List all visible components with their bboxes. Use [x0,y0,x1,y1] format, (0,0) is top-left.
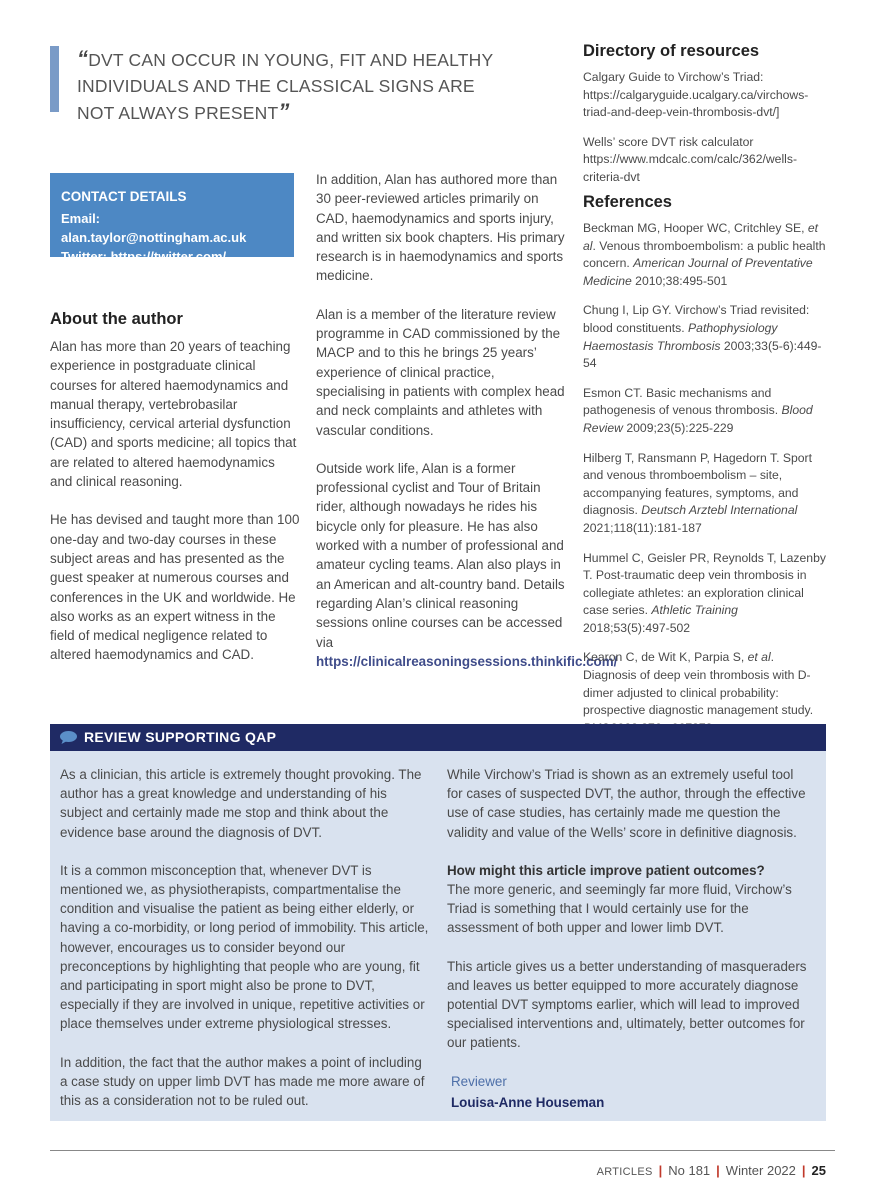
review-heading: REVIEW SUPPORTING QAP [84,729,277,745]
footer-separator: | [716,1163,720,1178]
directory-item[interactable]: Calgary Guide to Virchow’s Triad: https://calgaryguide.ucalgary.ca/virchows-triad-and-deep-vein-thrombosis-dvt/] [583,70,809,120]
footer-section: ARTICLES [596,1166,653,1178]
contact-twitter[interactable]: Twitter: https://twitter.com/ TaylorAlanJ [61,249,227,283]
contact-details-box [50,173,294,283]
open-quote-mark: “ [77,46,89,71]
review-paragraph: This article gives us a better understanding of masqueraders and leaves us better equipped to more accurately diagnose potential DVT symptoms earlier, which will lead to improved specialised interventions and, ultimately, better outcomes for our patients. [447,958,807,1051]
references-list [583,220,828,767]
courses-link[interactable]: https://clinicalreasoningsessions.thinkific.com/ [316,653,618,669]
about-author-col1 [50,337,300,684]
page-footer [597,1163,826,1178]
reviewer-label: Reviewer [451,1073,507,1089]
review-paragraph: While Virchow’s Triad is shown as an extremely useful tool for cases of suspected DVT, the author, through the effective use of case studies, has certainly made me question the validity and value of the Wells’ score in definitive diagnosis. [447,767,806,840]
reference-item: Hilberg T, Ransmann P, Hagedorn T. Sport and venous thromboembolism – site, accompanying features, symptoms, and diagnosis. Deutsch Arztebl International 2021;118(11):181-187 [583,450,812,535]
references-heading: References [583,193,672,211]
directory-list [583,69,828,199]
review-col-left [60,765,432,1129]
page-number: 25 [811,1163,826,1178]
reference-item: Kearon C, de Wit K, Parpia S, et al. Diagnosis of deep vein thrombosis with D-dimer adjusted to clinical probability: prospective diagnostic management study. [583,649,828,755]
review-paragraph: The more generic, and seemingly far more fluid, Virchow’s Triad is something that I would certainly use for the assessment of both upper and lower limb DVT. [447,882,792,936]
review-body [50,751,826,1121]
review-header [50,724,826,751]
footer-season: Winter 2022 [725,1163,796,1178]
about-paragraph: Alan is a member of the literature review programme in CAD commissioned by the MACP and to this he brings 25 years’ experience of clinical practice, specialising in patients with complex head and neck complaints and athletes with vascular conditions. [316,306,565,438]
reviewer-name: Louisa-Anne Houseman [451,1094,605,1110]
about-paragraph: He has devised and taught more than 100 one-day and two-day courses in these subject areas and has presented as the guest speaker at numerous courses and conferences in the UK and worldwide. He also works as an expert witness in the field of medical negligence related to altered haemodynamics and CAD. [50,512,300,663]
pull-quote [77,46,507,126]
reviewer-block [447,1072,812,1112]
contact-heading: CONTACT DETAILS [61,189,187,204]
speech-bubble-icon [59,730,78,745]
footer-separator: | [658,1163,663,1178]
about-paragraph: Outside work life, Alan is a former professional cyclist and Tour of Britain rider, although nowadays he rides his bicycle only for pleasure. He has also worked with a number of professional and amateur cycling teams. Alan also plays in an American and alt-country band. Details regarding Alan’s clinical reasoning sessions online courses can be accessed via https://clinicalreasoningsessions.thinkific.com/ [316,460,618,669]
review-paragraph: It is a common misconception that, whenever DVT is mentioned we, as physiotherapists, compartmentalise the condition and visualise the patient as being either elderly, or having a co-morbidity, or long period of immobility. This article, however, encourages us to consider beyond our preconceptions by highlighting that people who are young, fit and participating in sport might also be prone to DVT, especially if they are involved in unique, repetitive activities or place themselves under extreme physiological stresses. [60,862,429,1032]
reference-item: Hummel C, Geisler PR, Reynolds T, Lazenby T. Post-traumatic deep vein thrombosis in collegiate athletes: an exploration clinical case series. Athletic Training 2018;53(5):497-502 [583,550,826,635]
pull-quote-bar [50,46,59,112]
review-paragraph: In addition, the fact that the author makes a point of including a case study on upper limb DVT has made me more aware of this as a consideration not to be ruled out. [60,1054,425,1109]
pull-quote-text: DVT CAN OCCUR IN YOUNG, FIT AND HEALTHY INDIVIDUALS AND THE CLASSICAL SIGNS ARE NOT ALWAYS PRESENT [77,50,494,123]
directory-item[interactable]: Wells’ score DVT risk calculator https://www.mdcalc.com/calc/362/wells-criteria-dvt [583,134,798,184]
contact-email[interactable]: Email: alan.taylor@nottingham.ac.uk [61,211,247,245]
footer-separator: | [801,1163,806,1178]
reference-item: Beckman MG, Hooper WC, Critchley SE, et al. Venous thromboembolism: a public health concern. American Journal of Preventative Medicine 2010;38:495-501 [583,221,826,288]
about-author-col2 [316,170,618,690]
directory-heading: Directory of resources [583,42,760,60]
close-quote-mark: ” [278,99,290,124]
footer-issue: No 181 [668,1163,711,1178]
review-question: How might this article improve patient outcomes? [447,862,765,878]
review-paragraph: As a clinician, this article is extremely thought provoking. The author has a great knowledge and understanding of his subject and certainly made me stop and think about the evidence base around the diagnosis of DVT. [60,767,422,840]
about-paragraph: In addition, Alan has authored more than 30 peer-reviewed articles primarily on CAD, haemodynamics and sports injury, and written six book chapters. His primary research is in haemodynamics and sports medicine. [316,172,565,284]
reference-item: Chung I, Lip GY. Virchow’s Triad revisited: blood constituents. Pathophysiology Haemostasis Thrombosis 2003;33(5-6):449-54 [583,303,822,371]
about-paragraph: Alan has more than 20 years of teaching experience in postgraduate clinical courses for altered haemodynamics and manual therapy, vertebrobasilar insufficiency, cervical arterial dysfunction (CAD) and sports medicine; all topics that are related to altered haemodynamics and clinical reasoning. [50,339,297,490]
footer-divider [50,1150,835,1151]
review-col-right [447,765,812,1112]
reference-item: Esmon CT. Basic mechanisms and pathogenesis of venous thrombosis. Blood Review 2009;23(5):225-229 [583,385,813,435]
about-author-heading: About the author [50,310,183,328]
